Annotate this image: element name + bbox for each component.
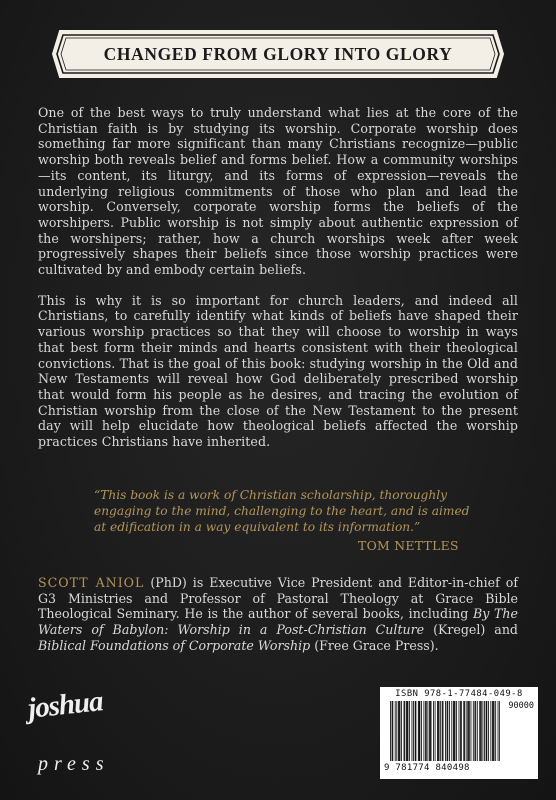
barcode-bar — [419, 701, 420, 761]
barcode-bar — [447, 701, 448, 761]
barcode-bar — [492, 701, 493, 761]
barcode-bar — [427, 701, 428, 761]
barcode-bar — [429, 701, 430, 761]
barcode-bar — [390, 701, 391, 761]
barcode-bar — [453, 701, 454, 761]
barcode-bar — [488, 701, 489, 761]
barcode-bar — [398, 701, 399, 761]
barcode-bar — [439, 701, 440, 761]
barcode-bar — [437, 701, 438, 761]
barcode-bar — [449, 701, 450, 761]
barcode-bar — [447, 701, 448, 761]
barcode-bar — [396, 701, 397, 761]
barcode-bar — [430, 701, 431, 761]
barcode-bar — [433, 701, 434, 761]
barcode-bar — [404, 701, 405, 761]
barcode-bar — [438, 701, 439, 761]
barcode-bar — [426, 701, 427, 761]
barcode-bar — [413, 701, 414, 761]
barcode-bar — [466, 701, 467, 761]
barcode-bar — [443, 701, 444, 761]
barcode-bar — [419, 701, 420, 761]
book-title: CHANGED FROM GLORY INTO GLORY — [103, 43, 453, 64]
barcode-digits: 9 781774 840498 — [384, 763, 470, 773]
barcode-bar — [442, 701, 443, 761]
barcode-bar — [412, 701, 413, 761]
barcode-bar — [473, 701, 474, 761]
bio-book-2: Biblical Foundations of Corporate Worship — [38, 637, 311, 653]
barcode-bar — [464, 701, 465, 761]
description-paragraph-2: This is why it is so important for church leaders, and indeed all Christians, to carefully identify what kinds of beliefs have shaped their various worship practices so that they will choose to worship in ways that best form their minds and hearts consistent with their theological convictions. That is the goal of this book: studying worship in the Old and New Testaments will reveal how God deliberately prescribed worship that would form his people as he desires, and tracing the evolution of Christian worship from the close of the New Testament to the present day will help elucidate how theological beliefs affected the worship practices Christians have inherited. — [38, 292, 518, 450]
barcode-bar — [440, 701, 441, 761]
barcode-bar — [392, 701, 393, 761]
barcode-bars — [390, 701, 500, 763]
description — [38, 105, 518, 465]
endorsement-quote: “This book is a work of Christian scholarship, thoroughly engaging to the mind, challenging to the heart, and is aimed at edification in a way equivalent to its information.” — [94, 488, 470, 534]
barcode-bar — [401, 701, 402, 761]
barcode-bar — [456, 701, 457, 761]
barcode-bar — [454, 701, 455, 761]
barcode — [380, 687, 538, 779]
bio-book-1: By The Waters of Babylon: Worship in a Post-Christian Culture — [38, 606, 518, 638]
endorsement-attribution: TOM NETTLES — [358, 538, 459, 553]
isbn-label: ISBN 978-1-77484-049-8 — [395, 689, 523, 699]
barcode-bar — [425, 701, 426, 761]
barcode-bar — [475, 701, 476, 761]
barcode-bar — [469, 701, 470, 761]
barcode-bar — [482, 701, 483, 761]
publisher-logo-word: joshua — [26, 685, 105, 725]
barcode-bar — [431, 701, 432, 761]
barcode-bar — [415, 701, 416, 761]
publisher-logo-press: press — [38, 753, 110, 775]
barcode-bar — [474, 701, 475, 761]
barcode-bar — [480, 701, 481, 761]
barcode-bar — [477, 701, 478, 761]
author-bio — [38, 575, 518, 654]
barcode-bar — [484, 701, 485, 761]
barcode-bar — [392, 701, 393, 761]
barcode-bar — [498, 701, 499, 761]
price-code: 90000 — [508, 701, 534, 711]
barcode-bar — [408, 701, 409, 761]
barcode-bar — [416, 701, 417, 761]
barcode-bar — [460, 701, 461, 761]
barcode-bar — [495, 701, 496, 761]
barcode-bar — [459, 701, 460, 761]
barcode-bar — [455, 701, 456, 761]
title-banner — [50, 28, 506, 80]
barcode-bar — [421, 701, 422, 761]
barcode-bar — [479, 701, 480, 761]
barcode-bar — [486, 701, 487, 761]
barcode-bar — [490, 701, 491, 761]
barcode-bar — [463, 701, 464, 761]
barcode-bar — [451, 701, 452, 761]
barcode-bar — [399, 701, 400, 761]
barcode-bar — [486, 701, 487, 761]
barcode-bar — [435, 701, 436, 761]
barcode-bar — [499, 701, 500, 761]
barcode-bar — [468, 701, 469, 761]
description-paragraph-1: One of the best ways to truly understand what lies at the core of the Christian faith is by studying its worship. Corporate worship does something far more significant than many Christians recognize—public worship both reveals belief and forms belief. How a community worships—its content, its liturgy, and its forms of expression—reveals the underlying religious commitments of those who plan and lead the worship. Conversely, corporate worship forms the beliefs of the worshipers. Public worship is not simply about authentic expression of the worshipers; rather, how a church worships week after week progressively shapes their beliefs since those worship practices were cultivated by and embody certain beliefs. — [38, 105, 518, 278]
barcode-bar — [406, 701, 407, 761]
barcode-bar — [409, 701, 410, 761]
barcode-bar — [407, 701, 408, 761]
bio-text-3: (Free Grace Press). — [310, 637, 439, 653]
barcode-bar — [418, 701, 419, 761]
barcode-bar — [404, 701, 405, 761]
barcode-bar — [445, 701, 446, 761]
barcode-bar — [471, 701, 472, 761]
bio-text-2: (Kregel) and — [424, 622, 518, 638]
barcode-bar — [395, 701, 396, 761]
barcode-bar — [493, 701, 494, 761]
barcode-bar — [461, 701, 462, 761]
bio-text-1: (PhD) is Executive Vice President and Editor-in-chief of G3 Ministries and Professor of Pastoral Theology at Grace Bible Theological Seminary. He is the author of several books, including — [38, 575, 519, 622]
barcode-bar — [481, 701, 482, 761]
barcode-bar — [400, 701, 401, 761]
publisher-logo — [24, 685, 134, 795]
barcode-bar — [494, 701, 495, 761]
barcode-bar — [423, 701, 424, 761]
barcode-bar — [467, 701, 468, 761]
author-name: SCOTT ANIOL — [38, 575, 145, 590]
